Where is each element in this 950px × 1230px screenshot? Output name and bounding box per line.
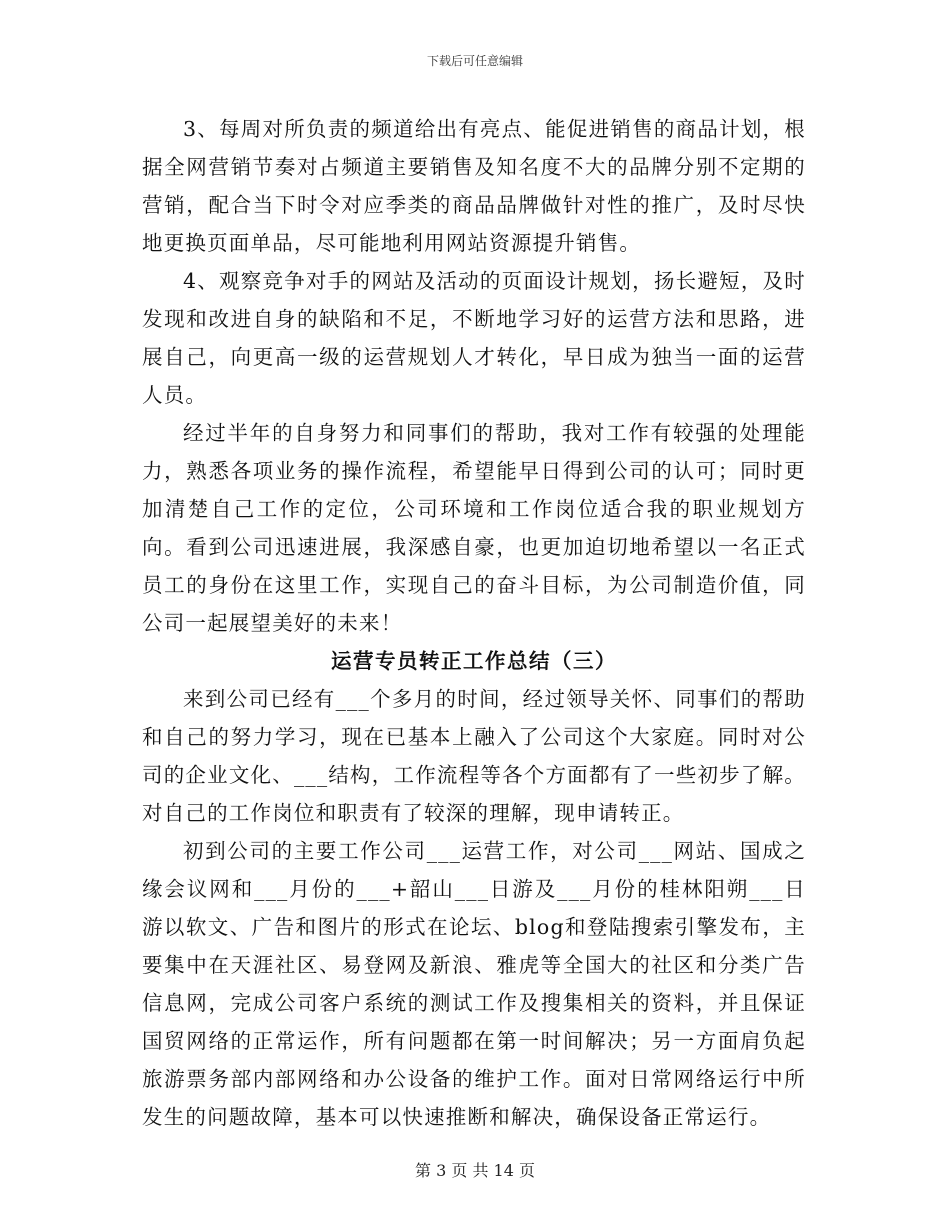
section-title: 运营专员转正工作总结（三）: [331, 649, 617, 673]
header-note: 下载后可任意编辑: [426, 54, 523, 68]
paragraph-main-work: 初到公司的主要工作公司___运营工作，对公司___网站、国成之缘会议网和___月份的___+韶山___日游及___月份的桂林阳朔___日游以软文、广告和图片的形式在论坛、blog和登陆搜索引擎发布，主要集中在天涯社区、易登网及新浪、雅虎等全国大的社区和分类广告信息网，完成公司客户系统的测试工作及搜集相关的资料，并且保证国贸网络的正常运作，所有问题都在第一时间解决；另一方面肩负起旅游票务部内部网络和办公设备的维护工作。面对日常网络运行中所发生的问题故障，基本可以快速推断和解决，确保设备正常运行。: [142, 839, 806, 1129]
document-body: [142, 110, 806, 1136]
paragraph-intro: 来到公司已经有___个多月的时间，经过领导关怀、同事们的帮助和自己的努力学习，现在已基本上融入了公司这个大家庭。同时对公司的企业文化、___结构，工作流程等各个方面都有了一些初步了解。对自己的工作岗位和职责有了较深的理解，现申请转正。: [142, 687, 806, 825]
paragraph-item-3: 3、每周对所负责的频道给出有亮点、能促进销售的商品计划，根据全网营销节奏对占频道主要销售及知名度不大的品牌分别不定期的营销，配合当下时令对应季类的商品品牌做针对性的推广，及时尽快地更换页面单品，尽可能地利用网站资源提升销售。: [142, 117, 806, 255]
paragraph-summary: 经过半年的自身努力和同事们的帮助，我对工作有较强的处理能力，熟悉各项业务的操作流程，希望能早日得到公司的认可；同时更加清楚自己工作的定位，公司环境和工作岗位适合我的职业规划方向。看到公司迅速进展，我深感自豪，也更加迫切地希望以一名正式员工的身份在这里工作，实现自己的奋斗目标，为公司制造价值，同公司一起展望美好的未来！: [142, 421, 806, 635]
paragraph-item-4: 4、观察竞争对手的网站及活动的页面设计规划，扬长避短，及时发现和改进自身的缺陷和不足，不断地学习好的运营方法和思路，进展自己，向更高一级的运营规划人才转化，早日成为独当一面的运营人员。: [142, 269, 806, 407]
page-number: 第 3 页 共 14 页: [415, 1161, 535, 1180]
